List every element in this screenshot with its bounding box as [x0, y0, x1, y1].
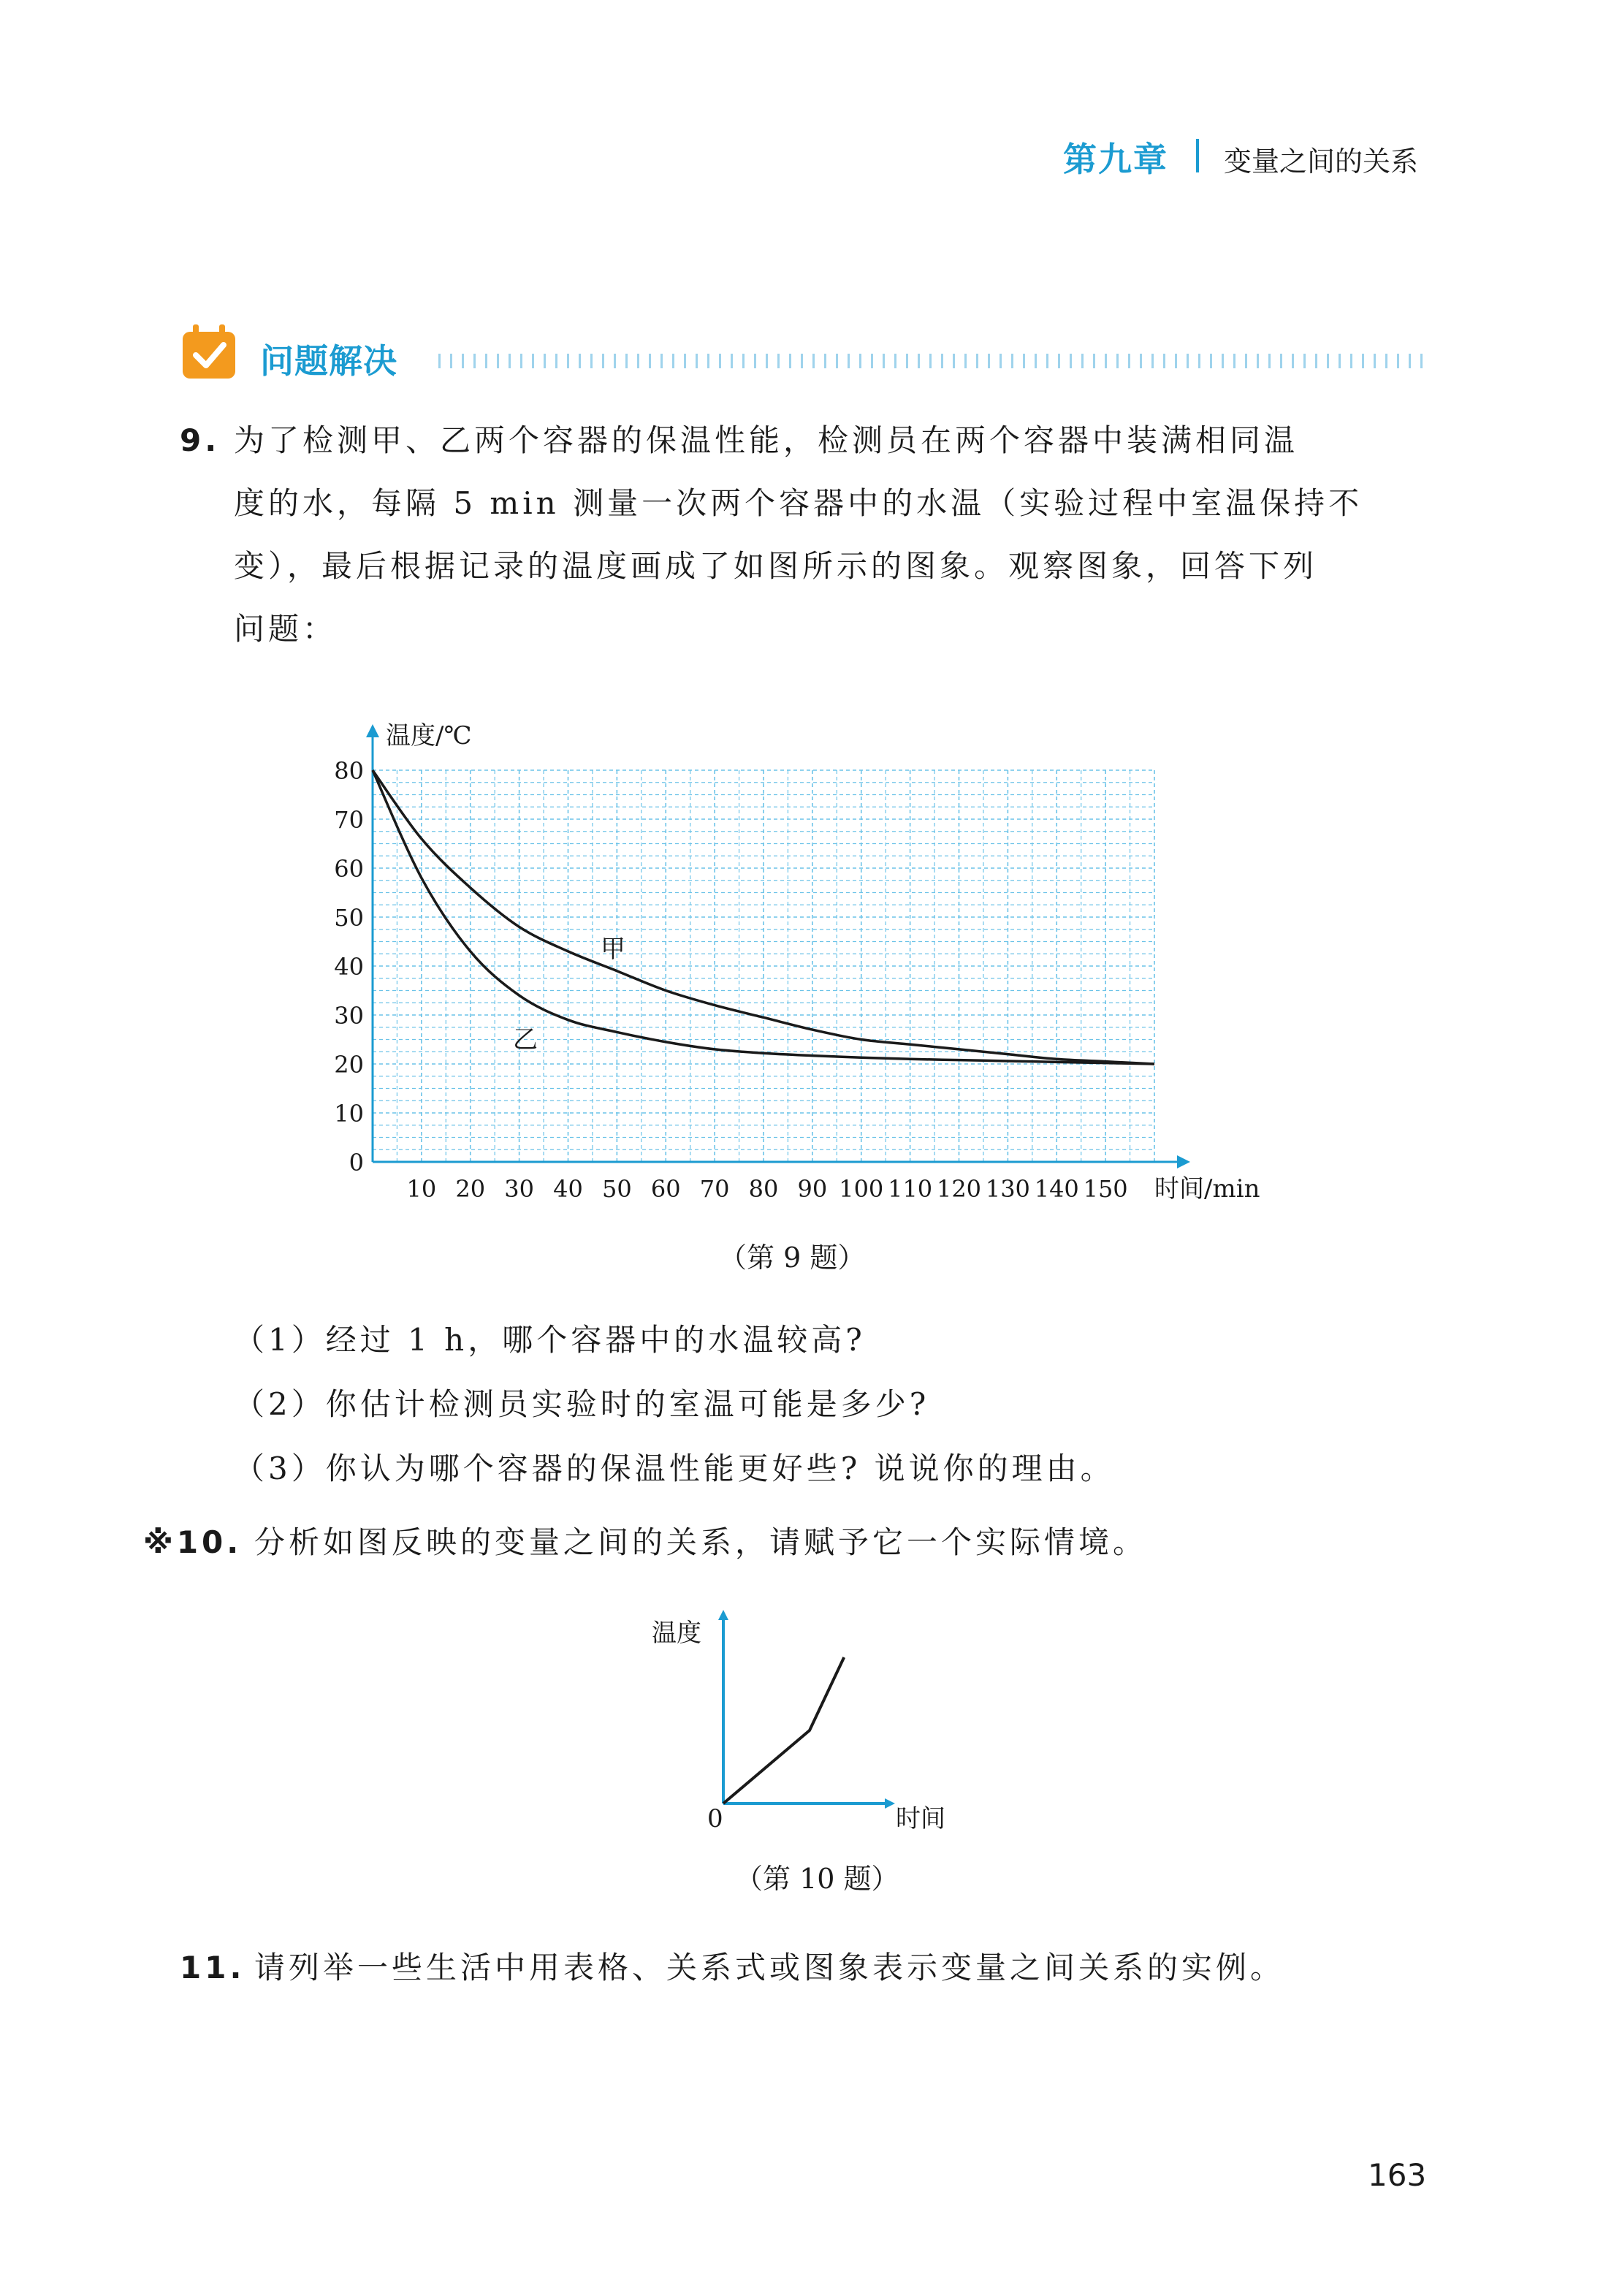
- x-tick-label: 10: [406, 1175, 437, 1203]
- y-tick-label: 60: [334, 855, 364, 883]
- series-label-jia: 甲: [601, 935, 625, 964]
- temperature-time-sketch: [643, 1600, 979, 1849]
- y-tick-label: 40: [334, 953, 364, 981]
- q10-caption: （第 10 题）: [735, 1863, 899, 1895]
- x-tick-label: 20: [455, 1175, 486, 1203]
- temperature-chart: [321, 716, 1286, 1228]
- y-tick-labels: [334, 757, 364, 1176]
- x-tick-label: 80: [748, 1175, 779, 1203]
- y-tick-label: 50: [334, 904, 364, 932]
- q9-line-3: 变），最后根据记录的温度画成了如图所示的图象。观察图象，回答下列: [234, 548, 1318, 584]
- chart-grid: [373, 770, 1154, 1162]
- y-tick-label: 70: [334, 806, 364, 834]
- temperature-line: [723, 1657, 844, 1803]
- x-tick-label: 110: [888, 1175, 933, 1203]
- page-number: 163: [1368, 2157, 1427, 2193]
- x-tick-label: 120: [936, 1175, 982, 1203]
- q9-line-1: 为了检测甲、乙两个容器的保温性能，检测员在两个容器中装满相同温: [234, 422, 1299, 458]
- origin-label: 0: [707, 1804, 723, 1833]
- x-tick-label: 70: [699, 1175, 730, 1203]
- y-tick-label: 10: [334, 1100, 364, 1128]
- y-tick-label: 30: [334, 1002, 364, 1030]
- q9-text: [234, 409, 1447, 661]
- x-axis-label: 时间: [896, 1804, 945, 1833]
- series-label-yi: 乙: [513, 1025, 538, 1054]
- q11-text: 请列举一些生活中用表格、关系式或图象表示变量之间关系的实例。: [254, 1950, 1285, 1985]
- y-tick-label: 80: [334, 757, 364, 785]
- y-axis-label: 温度: [652, 1619, 701, 1648]
- q9-line-4: 问题：: [234, 611, 338, 647]
- section-dotted-rule: [438, 354, 1426, 368]
- q9-subquestion-1: （1）经过 1 h，哪个容器中的水温较高?: [234, 1322, 866, 1358]
- chapter-title: 变量之间的关系: [1224, 145, 1419, 178]
- q10-number: ※10.: [143, 1524, 243, 1560]
- chart-axes: [373, 731, 1184, 1162]
- y-axis-label: 温度/℃: [386, 721, 472, 750]
- y-tick-label: 20: [334, 1051, 364, 1079]
- x-tick-label: 140: [1034, 1175, 1079, 1203]
- x-tick-label: 50: [602, 1175, 632, 1203]
- x-tick-label: 30: [504, 1175, 534, 1203]
- header-divider: [1196, 139, 1199, 172]
- q10-text: 分析如图反映的变量之间的关系，请赋予它一个实际情境。: [254, 1524, 1148, 1560]
- calendar-check-icon: [180, 323, 238, 381]
- x-tick-label: 130: [985, 1175, 1030, 1203]
- x-tick-label: 150: [1083, 1175, 1128, 1203]
- x-axis-label: 时间/min: [1154, 1174, 1260, 1204]
- q9-caption: （第 9 题）: [719, 1242, 866, 1274]
- section-title: 问题解决: [260, 341, 397, 381]
- q9-line-2: 度的水，每隔 5 min 测量一次两个容器中的水温（实验过程中室温保持不: [234, 485, 1363, 521]
- x-tick-label: 90: [797, 1175, 828, 1203]
- y-tick-label: 0: [349, 1149, 364, 1176]
- x-tick-labels: [407, 1175, 1128, 1203]
- q9-subquestion-3: （3）你认为哪个容器的保温性能更好些? 说说你的理由。: [234, 1451, 1115, 1486]
- q11-number: 11.: [180, 1950, 245, 1985]
- x-tick-label: 60: [650, 1175, 681, 1203]
- x-tick-label: 100: [839, 1175, 884, 1203]
- q9-subquestion-2: （2）你估计检测员实验时的室温可能是多少?: [234, 1386, 930, 1422]
- q9-number: 9.: [180, 422, 221, 458]
- x-tick-label: 40: [553, 1175, 583, 1203]
- chapter-label: 第九章: [1063, 140, 1168, 179]
- q9-subquestions: [234, 1308, 1115, 1501]
